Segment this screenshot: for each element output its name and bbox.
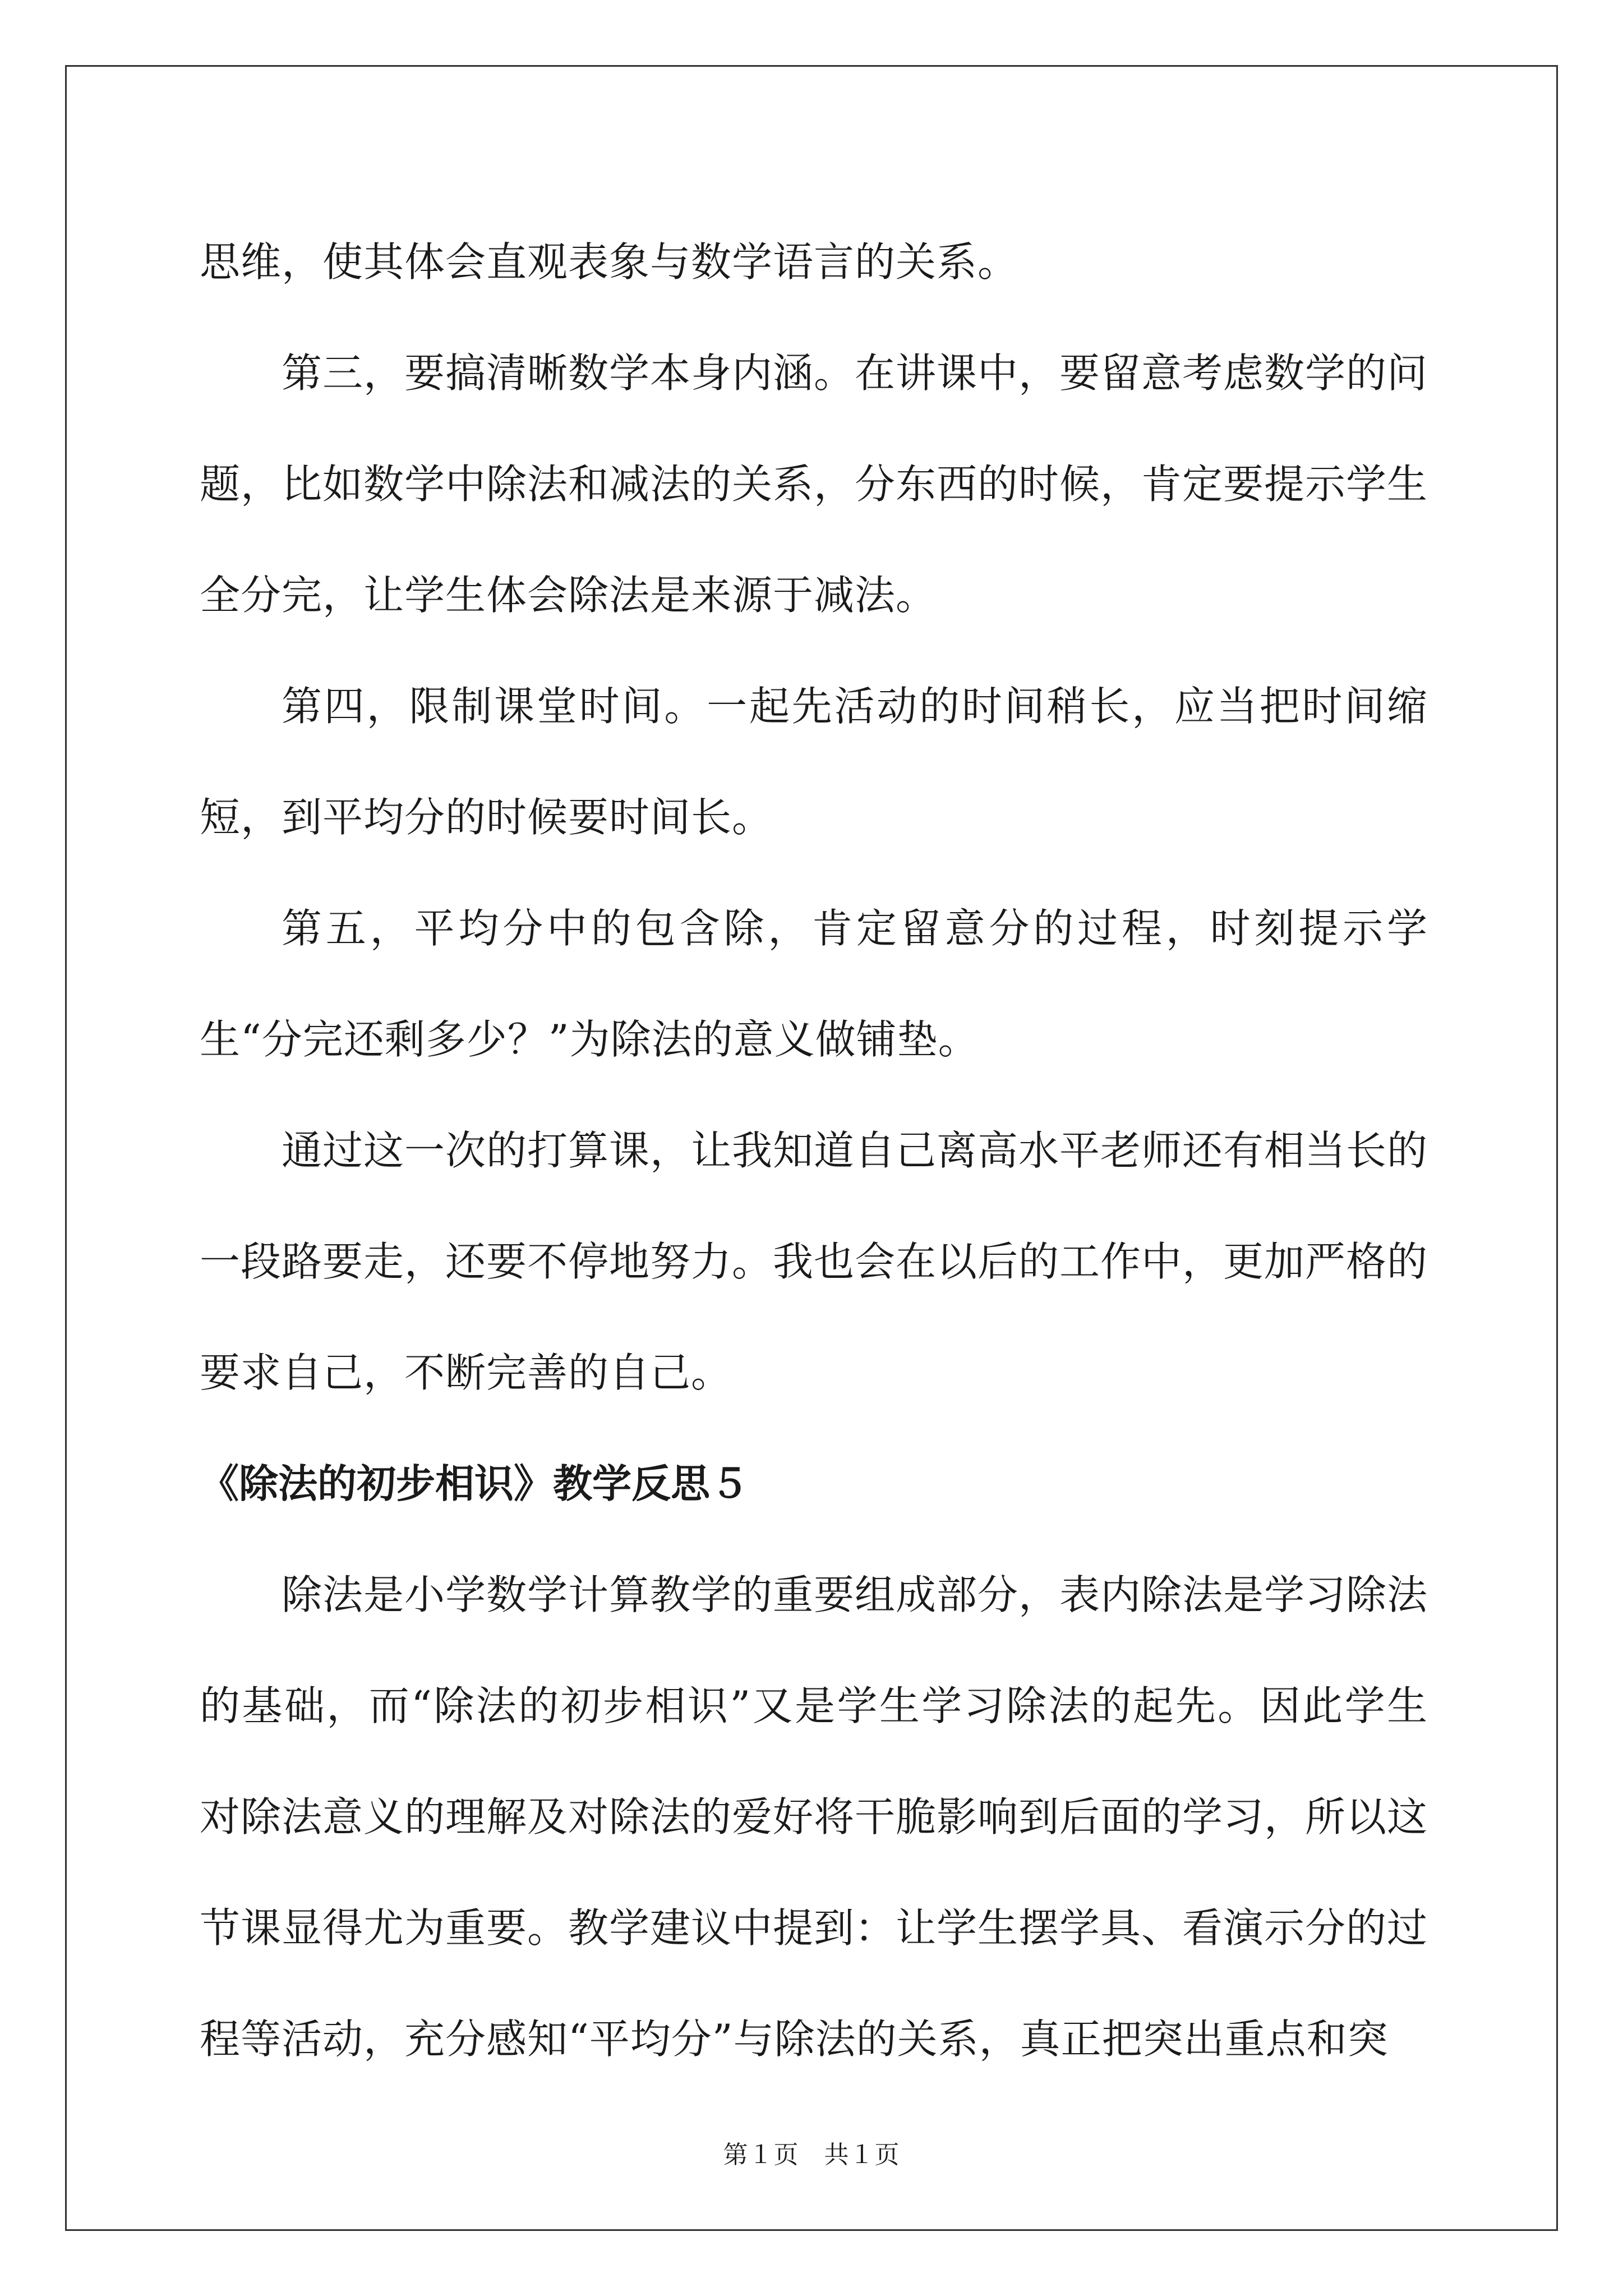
paragraph-1: 思维，使其体会直观表象与数学语言的关系。 xyxy=(200,238,1019,286)
section-heading: 《除法的初步相识》教学反思５ xyxy=(200,1460,749,1507)
page-footer xyxy=(0,2138,1623,2172)
paragraph-5: 通过这一次的打算课，让我知道自己离高水平老师还有相当长的一段路要走，还要不停地努力。我也会在以后的工作中，更加严格的要求自己，不断完善的自己。 xyxy=(200,1127,1428,1396)
paragraph-2: 第三，要搞清晰数学本身内涵。在讲课中，要留意考虑数学的问题，比如数学中除法和减法的关系，分东西的时候，肯定要提示学生全分完，让学生体会除法是来源于减法。 xyxy=(200,349,1428,619)
page-number-label: 第１页 共１页 xyxy=(723,2141,900,2169)
paragraph-4: 第五，平均分中的包含除，肯定留意分的过程，时刻提示学生“分完还剩多少？”为除法的意义做铺垫。 xyxy=(200,905,1428,1063)
paragraph-3: 第四，限制课堂时间。一起先活动的时间稍长，应当把时间缩短，到平均分的时候要时间长。 xyxy=(200,683,1428,841)
paragraph-6: 除法是小学数学计算教学的重要组成部分，表内除法是学习除法的基础，而“除法的初步相识”又是学生学习除法的起先。因此学生对除法意义的理解及对除法的爱好将干脆影响到后面的学习，所以这节课显得尤为重要。教学建议中提到：让学生摆学具、看演示分的过程等活动，充分感知“平均分”与除法的关系，真正把突出重点和突 xyxy=(200,1571,1428,2063)
document-body xyxy=(200,206,1428,2095)
